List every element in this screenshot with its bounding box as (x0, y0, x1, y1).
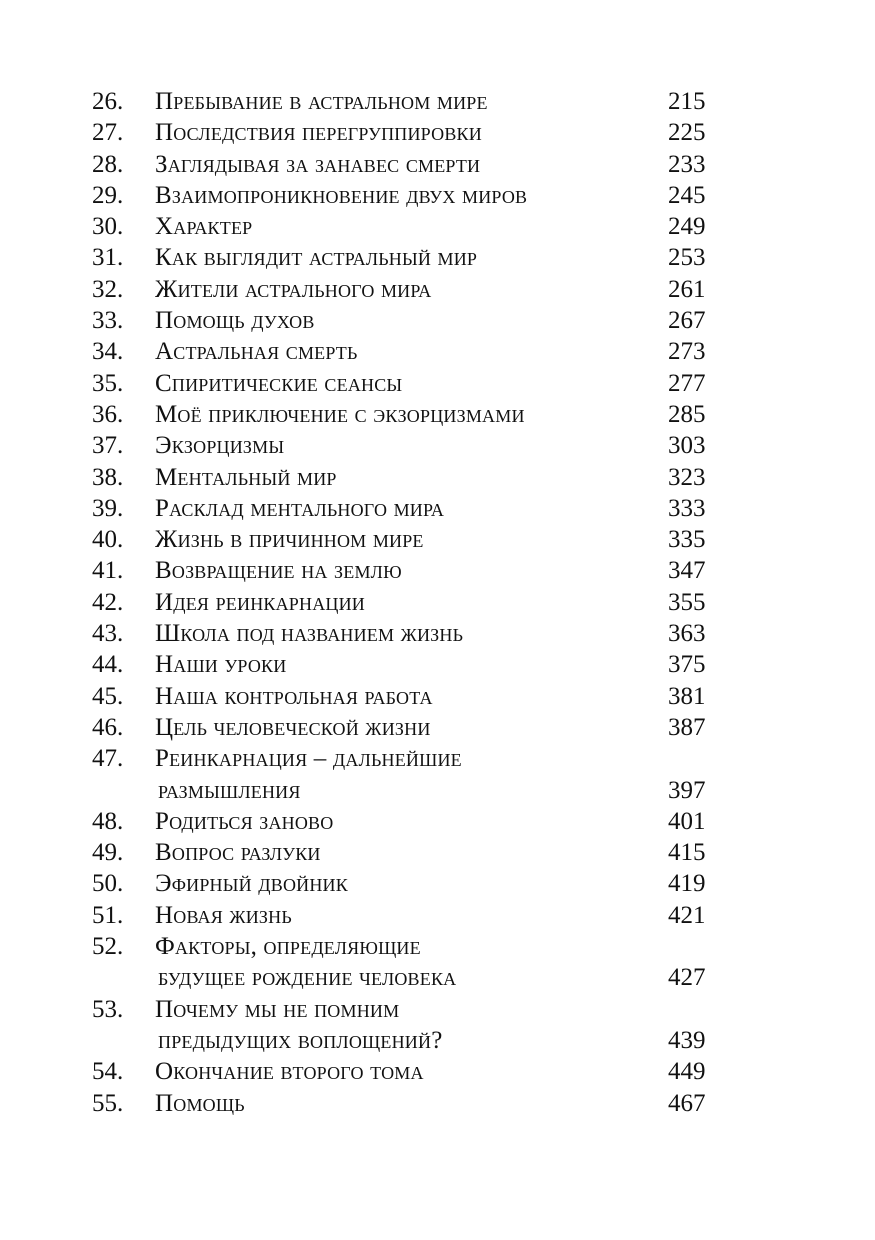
toc-entry (0, 618, 875, 649)
chapter-number: 44. (92, 651, 124, 679)
chapter-number: 46. (92, 713, 124, 741)
page-number: 401 (668, 807, 706, 835)
page-number: 335 (668, 526, 706, 554)
toc-entry (0, 117, 875, 148)
page-number: 467 (668, 1089, 706, 1117)
page-number: 363 (668, 620, 706, 648)
toc-entry (0, 211, 875, 242)
chapter-title: Экзорцизмы (155, 432, 285, 460)
chapter-number: 29. (92, 181, 124, 209)
toc-entry (0, 1056, 875, 1087)
chapter-number: 39. (92, 494, 124, 522)
chapter-title: Эфирный двойник (155, 870, 348, 898)
page-number: 215 (668, 88, 706, 115)
chapter-title: размышления (158, 776, 301, 804)
chapter-number: 41. (92, 557, 124, 585)
chapter-number: 34. (92, 338, 124, 366)
chapter-number: 45. (92, 682, 124, 710)
chapter-number: 38. (92, 463, 124, 491)
page-number: 261 (668, 275, 706, 303)
page-number: 273 (668, 338, 706, 366)
chapter-title: Пребывание в астральном мире (155, 88, 488, 115)
chapter-title: Помощь духов (155, 307, 315, 335)
chapter-number: 48. (92, 807, 124, 835)
toc-entry (0, 837, 875, 868)
toc-entry-continuation (0, 775, 875, 806)
toc-entry (0, 430, 875, 461)
chapter-title: Характер (155, 213, 253, 241)
page-number: 421 (668, 901, 706, 929)
page-number: 347 (668, 557, 706, 585)
table-of-contents (0, 86, 875, 1119)
chapter-number: 52. (92, 933, 124, 961)
chapter-title: Наши уроки (155, 651, 287, 679)
toc-entry (0, 462, 875, 493)
chapter-title: Последствия перегруппировки (155, 119, 482, 147)
toc-entry (0, 180, 875, 211)
toc-entry (0, 806, 875, 837)
chapter-title: Реинкарнация – дальнейшие (155, 745, 462, 773)
chapter-number: 40. (92, 526, 124, 554)
page-number: 277 (668, 369, 706, 397)
toc-entry (0, 681, 875, 712)
chapter-number: 51. (92, 901, 124, 929)
chapter-title: Родиться заново (155, 807, 334, 835)
chapter-title: Взаимопроникновение двух миров (155, 181, 528, 209)
chapter-title: Окончание второго тома (155, 1058, 424, 1086)
toc-entry (0, 493, 875, 524)
page-number: 427 (668, 964, 706, 992)
chapter-title: предыдущих воплощений? (158, 1026, 443, 1054)
chapter-title: будущее рождение человека (158, 964, 457, 992)
page-number: 439 (668, 1026, 706, 1054)
chapter-title: Ментальный мир (155, 463, 337, 491)
page-number: 303 (668, 432, 706, 460)
page-number: 253 (668, 244, 706, 272)
chapter-title: Жители астрального мира (155, 275, 432, 303)
page-number: 285 (668, 400, 706, 428)
toc-entry (0, 868, 875, 899)
toc-entry (0, 368, 875, 399)
page-number: 233 (668, 150, 706, 178)
page-number: 397 (668, 776, 706, 804)
toc-entry-continuation (0, 962, 875, 993)
chapter-title: Идея реинкарнации (155, 588, 365, 616)
toc-entry (0, 524, 875, 555)
page-number: 449 (668, 1058, 706, 1086)
toc-entry (0, 1088, 875, 1119)
toc-entry (0, 649, 875, 680)
chapter-title: Спиритические сеансы (155, 369, 403, 397)
toc-entry (0, 149, 875, 180)
chapter-title: Как выглядит астральный мир (155, 244, 478, 272)
chapter-number: 55. (92, 1089, 124, 1117)
toc-entry-continuation (0, 1025, 875, 1056)
chapter-title: Новая жизнь (155, 901, 292, 929)
chapter-title: Астральная смерть (155, 338, 358, 366)
page-number: 267 (668, 307, 706, 335)
page-number: 323 (668, 463, 706, 491)
chapter-title: Почему мы не помним (155, 995, 400, 1023)
chapter-number: 32. (92, 275, 124, 303)
page-number: 355 (668, 588, 706, 616)
chapter-number: 37. (92, 432, 124, 460)
toc-entry (0, 743, 875, 774)
page-number: 225 (668, 119, 706, 147)
page-number: 375 (668, 651, 706, 679)
chapter-title: Факторы, определяющие (155, 933, 421, 961)
chapter-number: 31. (92, 244, 124, 272)
chapter-title: Жизнь в причинном мире (155, 526, 424, 554)
toc-entry (0, 305, 875, 336)
page-number: 245 (668, 181, 706, 209)
chapter-number: 43. (92, 620, 124, 648)
toc-entry (0, 900, 875, 931)
chapter-number: 30. (92, 213, 124, 241)
toc-entry (0, 242, 875, 273)
toc-entry (0, 86, 875, 117)
page-number: 381 (668, 682, 706, 710)
chapter-number: 50. (92, 870, 124, 898)
page-number: 415 (668, 839, 706, 867)
chapter-title: Наша контрольная работа (155, 682, 433, 710)
chapter-title: Возвращение на землю (155, 557, 402, 585)
chapter-title: Школа под названием жизнь (155, 620, 464, 648)
chapter-title: Помощь (155, 1089, 245, 1117)
chapter-number: 49. (92, 839, 124, 867)
page-number: 387 (668, 713, 706, 741)
chapter-number: 35. (92, 369, 124, 397)
chapter-number: 26. (92, 88, 124, 115)
chapter-number: 47. (92, 745, 124, 773)
chapter-number: 53. (92, 995, 124, 1023)
page-number: 333 (668, 494, 706, 522)
chapter-title: Цель человеческой жизни (155, 713, 431, 741)
toc-entry (0, 587, 875, 618)
chapter-number: 42. (92, 588, 124, 616)
toc-entry (0, 994, 875, 1025)
chapter-title: Моё приключение с экзорцизмами (155, 400, 525, 428)
chapter-number: 33. (92, 307, 124, 335)
toc-entry (0, 931, 875, 962)
chapter-title: Заглядывая за занавес смерти (155, 150, 481, 178)
chapter-number: 27. (92, 119, 124, 147)
toc-entry (0, 712, 875, 743)
toc-entry (0, 555, 875, 586)
toc-entry (0, 399, 875, 430)
page-number: 419 (668, 870, 706, 898)
chapter-title: Вопрос разлуки (155, 839, 321, 867)
chapter-title: Расклад ментального мира (155, 494, 445, 522)
chapter-number: 28. (92, 150, 124, 178)
chapter-number: 54. (92, 1058, 124, 1086)
chapter-number: 36. (92, 400, 124, 428)
toc-entry (0, 336, 875, 367)
page-number: 249 (668, 213, 706, 241)
toc-entry (0, 274, 875, 305)
